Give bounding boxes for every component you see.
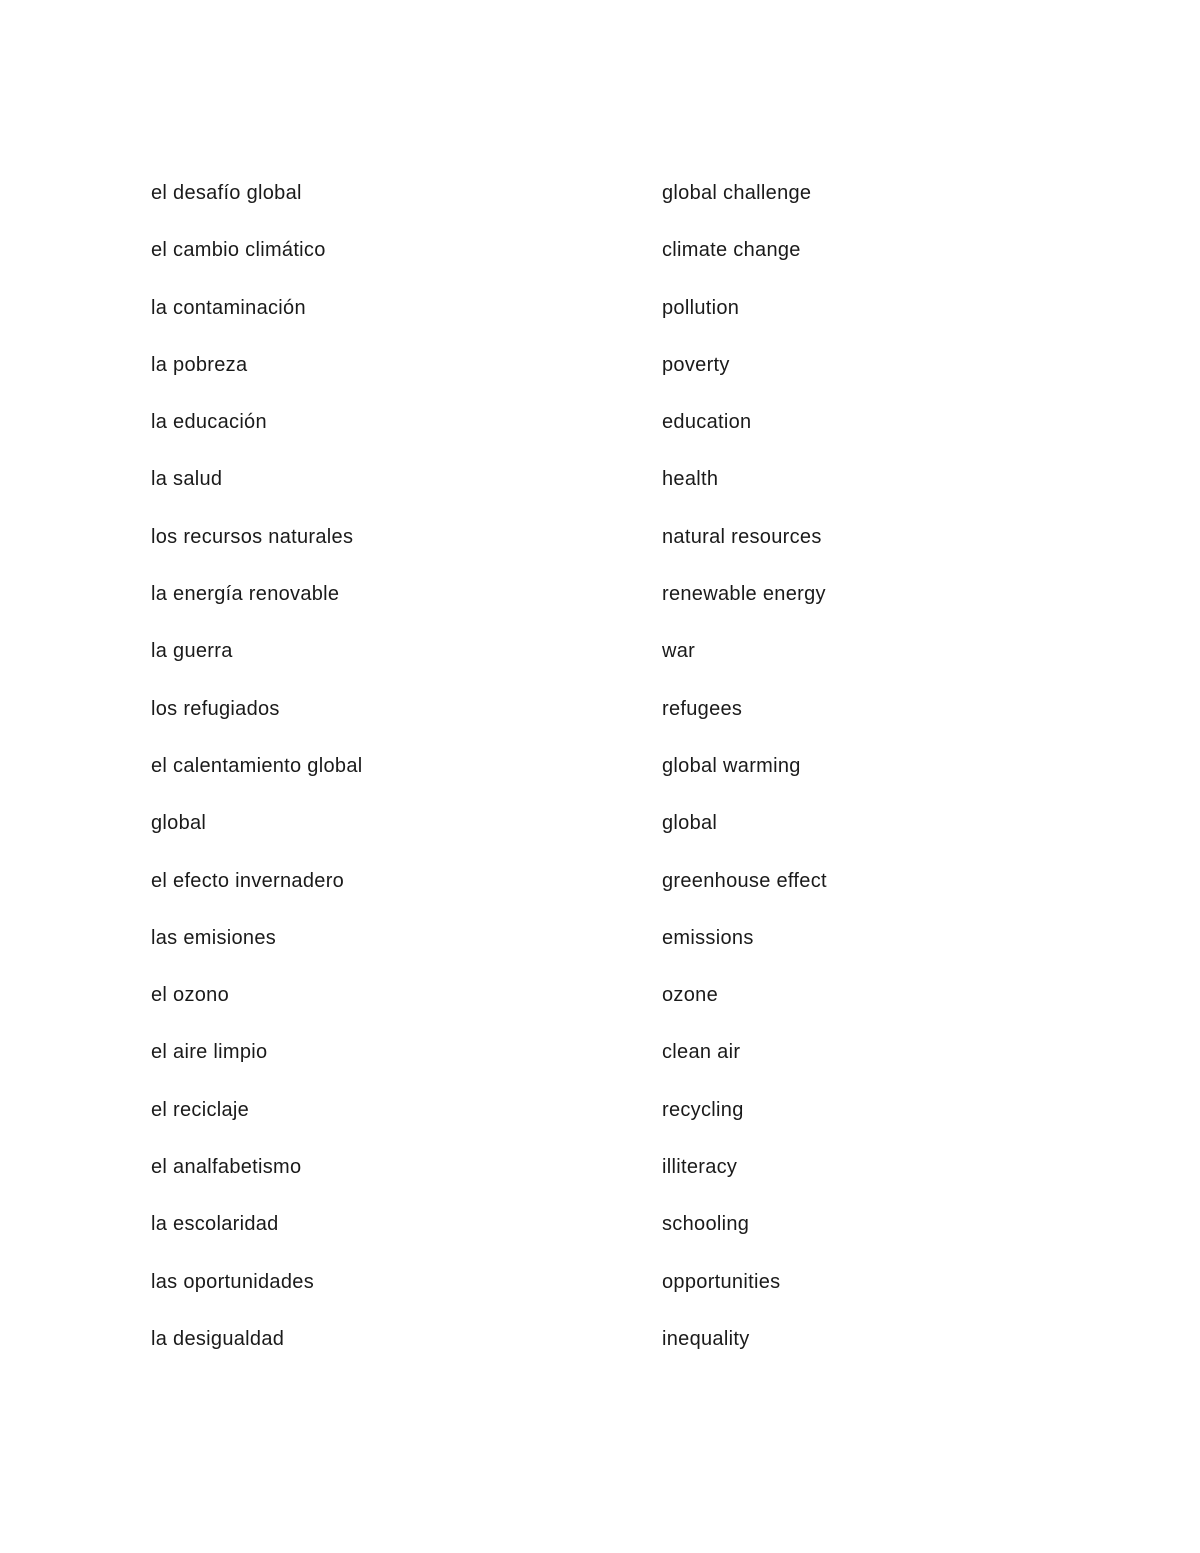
- spanish-term: el cambio climático: [151, 239, 326, 262]
- english-translation: ozone: [662, 984, 718, 1007]
- spanish-term: la energía renovable: [151, 583, 340, 606]
- vocab-row: [151, 520, 1051, 577]
- english-translation: inequality: [662, 1327, 750, 1350]
- vocab-row: [151, 1207, 1051, 1264]
- spanish-term: la pobreza: [151, 353, 248, 376]
- vocab-row: [151, 233, 1051, 290]
- spanish-term: los recursos naturales: [151, 525, 354, 548]
- vocab-row: [151, 978, 1051, 1035]
- vocab-row: [151, 348, 1051, 405]
- vocab-row: [151, 405, 1051, 462]
- spanish-term: los refugiados: [151, 697, 280, 720]
- english-translation: pollution: [662, 296, 740, 319]
- spanish-term: la salud: [151, 468, 223, 491]
- spanish-term: las oportunidades: [151, 1270, 314, 1293]
- spanish-term: la contaminación: [151, 296, 306, 319]
- english-translation: illiteracy: [662, 1156, 738, 1179]
- spanish-term: el calentamiento global: [151, 754, 363, 777]
- vocab-row: [151, 1150, 1051, 1207]
- english-translation: climate change: [662, 239, 801, 262]
- vocab-row: [151, 806, 1051, 863]
- vocab-row: [151, 864, 1051, 921]
- vocab-row: [151, 176, 1051, 233]
- spanish-term: la escolaridad: [151, 1213, 279, 1236]
- vocab-row: [151, 1035, 1051, 1092]
- vocab-row: [151, 1265, 1051, 1322]
- english-translation: refugees: [662, 697, 743, 720]
- spanish-term: el reciclaje: [151, 1098, 250, 1121]
- vocab-row: [151, 577, 1051, 634]
- spanish-term: el analfabetismo: [151, 1156, 302, 1179]
- vocab-row: [151, 291, 1051, 348]
- spanish-term: la educación: [151, 411, 267, 434]
- english-translation: emissions: [662, 926, 754, 949]
- spanish-term: el efecto invernadero: [151, 869, 345, 892]
- english-translation: global challenge: [662, 182, 812, 204]
- spanish-term: el aire limpio: [151, 1041, 268, 1064]
- vocab-row: [151, 634, 1051, 691]
- english-translation: natural resources: [662, 525, 822, 548]
- spanish-term: la desigualdad: [151, 1327, 285, 1350]
- spanish-term: el desafío global: [151, 182, 302, 204]
- english-translation: greenhouse effect: [662, 869, 827, 892]
- vocab-row: [151, 462, 1051, 519]
- vocab-row: [151, 749, 1051, 806]
- spanish-term: global: [151, 812, 207, 835]
- english-translation: poverty: [662, 353, 730, 376]
- english-translation: global: [662, 812, 718, 835]
- spanish-term: el ozono: [151, 984, 230, 1007]
- english-translation: clean air: [662, 1041, 741, 1064]
- english-translation: health: [662, 468, 719, 491]
- vocab-row: [151, 692, 1051, 749]
- english-translation: opportunities: [662, 1270, 781, 1293]
- vocab-row: [151, 921, 1051, 978]
- english-translation: renewable energy: [662, 583, 826, 606]
- english-translation: global warming: [662, 754, 801, 777]
- vocabulary-list: [151, 176, 1051, 1379]
- spanish-term: la guerra: [151, 640, 233, 663]
- english-translation: education: [662, 411, 752, 434]
- vocab-row: [151, 1322, 1051, 1379]
- english-translation: war: [662, 640, 696, 663]
- spanish-term: las emisiones: [151, 926, 277, 949]
- english-translation: schooling: [662, 1213, 750, 1236]
- vocab-row: [151, 1093, 1051, 1150]
- english-translation: recycling: [662, 1098, 744, 1121]
